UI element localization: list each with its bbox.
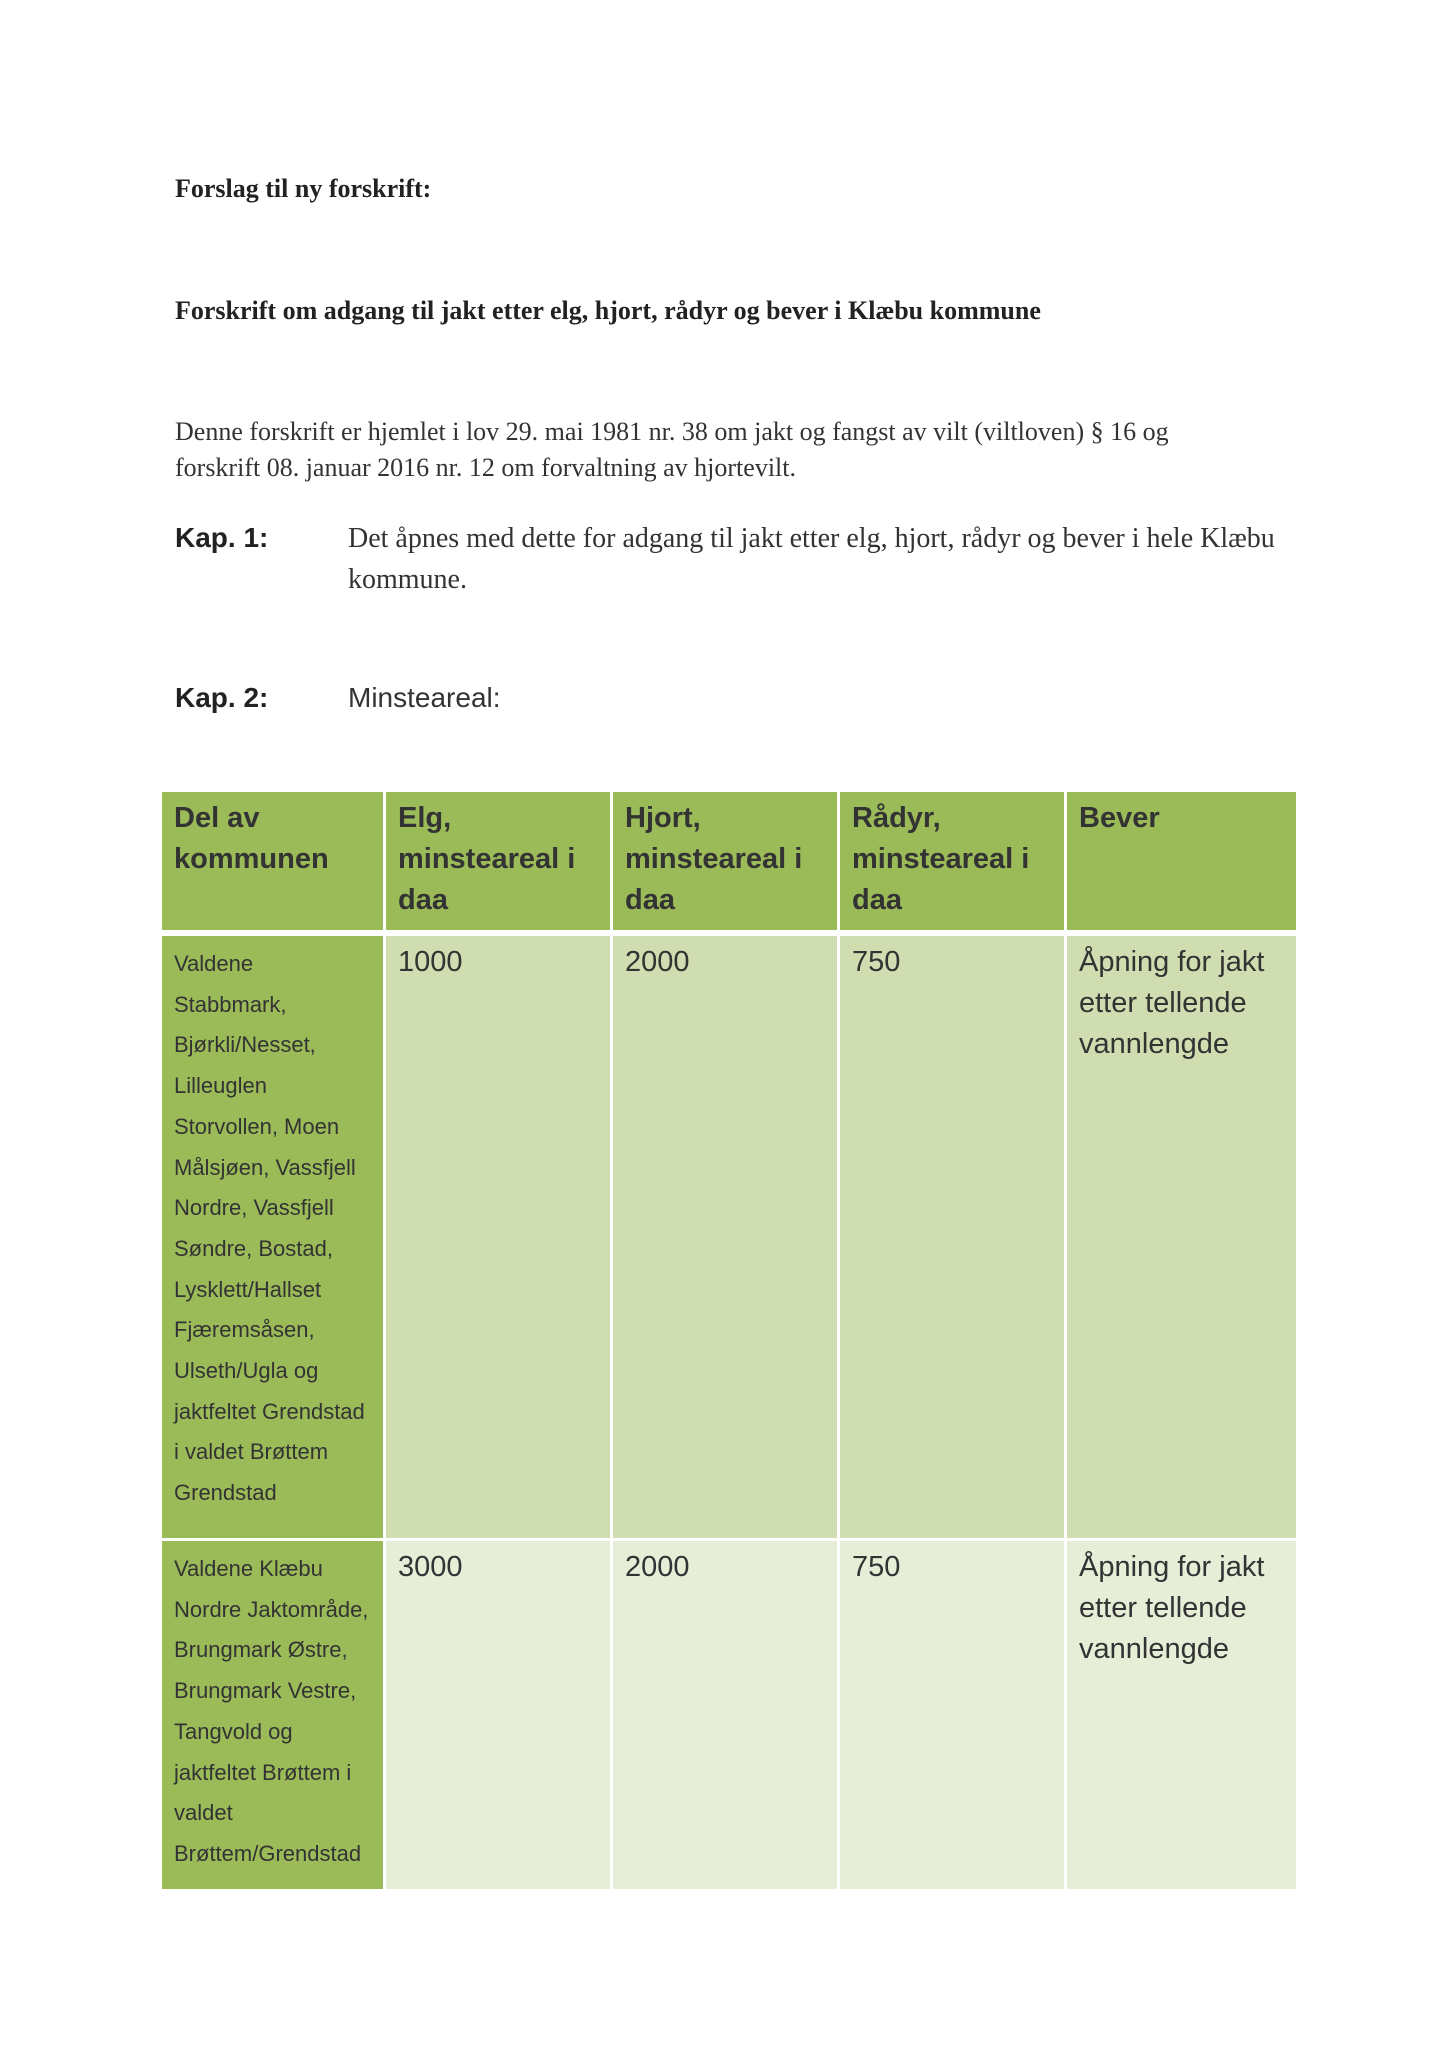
header-elg: Elg, minsteareal i daa xyxy=(386,792,613,936)
kap2-text: Minsteareal: xyxy=(348,682,501,713)
table-row xyxy=(162,936,1296,1541)
legal-basis-paragraph xyxy=(175,414,1295,486)
regulation-title: Forskrift om adgang til jakt etter elg, hjort, rådyr og bever i Klæbu kommune xyxy=(175,296,1041,325)
kap1-text: Det åpnes med dette for adgang til jakt etter elg, hjort, rådyr og bever i hele Klæbu kommune. xyxy=(348,523,1275,595)
area-cell: Valdene Klæbu Nordre Jaktområde, Brungmark Østre, Brungmark Vestre, Tangvold og jaktfeltet Brøttem i valdet Brøttem/Grendstad xyxy=(162,1541,386,1889)
hjort-cell: 2000 xyxy=(613,936,840,1541)
header-hjort: Hjort, minsteareal i daa xyxy=(613,792,840,936)
header-area: Del av kommunen xyxy=(162,792,386,936)
radyr-cell: 750 xyxy=(840,1541,1067,1889)
area-cell: Valdene Stabbmark, Bjørkli/Nesset, Lilleuglen Storvollen, Moen Målsjøen, Vassfjell Nordre, Vassfjell Søndre, Bostad, Lysklett/Hallset Fjæremsåsen, Ulseth/Ugla og jaktfeltet Grendstad i valdet Brøttem Grendstad xyxy=(162,936,386,1541)
table-header-row xyxy=(162,792,1296,936)
table-row xyxy=(162,1541,1296,1889)
kap1-label: Kap. 1: xyxy=(175,522,269,553)
header-bever: Bever xyxy=(1067,792,1296,936)
proposal-heading: Forslag til ny forskrift: xyxy=(175,174,432,203)
legal-basis-line-1: Denne forskrift er hjemlet i lov 29. mai 1981 nr. 38 om jakt og fangst av vilt (viltloven) § 16 og xyxy=(175,417,1169,446)
elg-cell: 1000 xyxy=(386,936,613,1541)
radyr-cell: 750 xyxy=(840,936,1067,1541)
header-radyr: Rådyr, minsteareal i daa xyxy=(840,792,1067,936)
bever-cell: Åpning for jakt etter tellende vannlengde xyxy=(1067,1541,1296,1889)
kap2-label: Kap. 2: xyxy=(175,682,269,713)
bever-cell: Åpning for jakt etter tellende vannlengde xyxy=(1067,936,1296,1541)
minimum-area-table xyxy=(162,792,1296,1889)
legal-basis-line-2: forskrift 08. januar 2016 nr. 12 om forvaltning av hjortevilt. xyxy=(175,453,796,482)
hjort-cell: 2000 xyxy=(613,1541,840,1889)
elg-cell: 3000 xyxy=(386,1541,613,1889)
